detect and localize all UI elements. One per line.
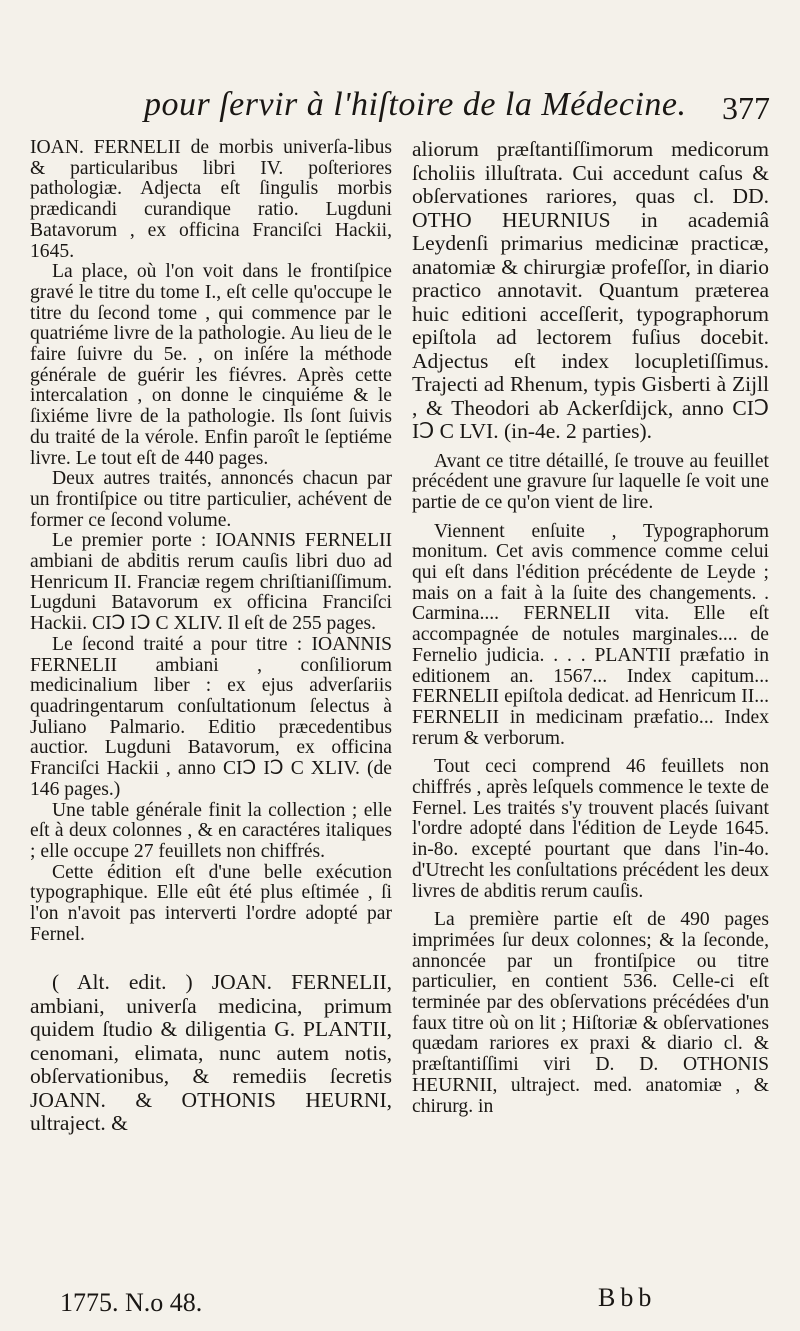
paragraph: Viennent enſuite , Typographorum monitum. Cet avis commence comme celui qui eſt dans l'édition précédente de Leyde ; mais on a fait à la ſuite des changements. . Carmina.... FERNELII vita. Elle eſt accompagnée de notules marginales.... de Fernelio judicia. . . . PLANTII præfatio in editionem an. 1567... Index capitum... FERNELII epiſtola dedicat. ad Henricum II... FERNELII in medicinam præfatio... Index rerum & verborum.	[412, 520, 769, 749]
bibliographic-entry: ( Alt. edit. ) JOAN. FERNELII, ambiani, univerſa medicina, primum quidem ſtudio & diligentia G. PLANTII, cenomani, elimata, nunc autem notis, obſervationibus, & remediis ſecretis JOANN. & OTHONIS HEURNI, ultraject. &	[30, 970, 392, 1136]
paragraph: Tout ceci comprend 46 feuillets non chiffrés , après leſquels commence le texte de Fernel. Les traités s'y trouvent placés ſuivant l'ordre adopté dans l'édition de Leyde 1645. in-8o. excepté pourtant que dans l'in-4o. d'Utrecht les conſultations précédent les deux livres de abditis rerum cauſis.	[412, 756, 769, 902]
page-number: 377	[722, 90, 770, 126]
paragraph: La première partie eſt de 490 pages imprimées ſur deux colonnes; & la ſeconde, annoncée par un frontiſpice ou titre particulier, en contient 536. Celle-ci eſt terminée par des obſervations précédées d'un faux titre où on lit ; Hiſtoriæ & obſervationes quædam rariores ex praxi & diario cl. & præſtantiſſimi viri D. D. OTHONIS HEURNII, ultraject. med. anatomiæ , & chirurg. in	[412, 909, 769, 1117]
paragraph: Le ſecond traité a pour titre : IOANNIS FERNELII ambiani , conſiliorum medicinalium liber : ex ejus adverſariis quadringentarum conſultationum ſelectus à Juliano Palmario. Editio præcedentibus auctior. Lugduni Batavorum, ex officina Franciſci Hackii , anno CIↃ IↃ C XLIV. (de 146 pages.)	[30, 633, 392, 800]
paragraph: Une table générale finit la collection ; elle eſt à deux colonnes , & en caractéres italiques ; elle occupe 27 feuillets non chiffrés.	[30, 799, 392, 862]
running-title: pour ſervir à l'hiſtoire de la Médecine.	[144, 86, 687, 123]
bibliographic-entry: aliorum præſtantiſſimorum medicorum ſcholiis illuſtrata. Cui accedunt caſus & obſervationes rariores, quas cl. DD. OTHO HEURNIUS in academiâ Leydenſi primarius medicinæ practicæ, anatomiæ & chirurgiæ profeſſor, in diario practico annotavit. Quantum præterea huic editioni acceſſerit, typographorum epiſtola ad lectorem fuſius docebit. Adjectus eſt index locupletiſſimus. Trajecti ad Rhenum, typis Gisberti à Zijll , & Theodori ab Ackerſdijck, anno CIↃ IↃ C LVI. (in-4e. 2 parties).	[412, 137, 769, 443]
catchword: Bbb	[598, 1283, 657, 1312]
paragraph: Le premier porte : IOANNIS FERNELII ambiani de abditis rerum cauſis libri duo ad Henricum II. Franciæ regem chriſtianiſſimum. Lugduni Batavorum ex officina Franciſci Hackii. CIↃ IↃ C XLIV. Il eſt de 255 pages.	[30, 530, 392, 635]
paragraph: Avant ce titre détaillé, ſe trouve au feuillet précédent une gravure ſur laquelle ſe voit une partie de ce qu'on vient de lire.	[412, 450, 769, 513]
page-header	[140, 86, 770, 136]
left-column	[30, 138, 392, 1136]
paragraph: La place, où l'on voit dans le frontiſpice gravé le titre du tome I., eſt celle qu'occupe le titre du ſecond tome , qui commence par le quatriéme livre de la pathologie. Au lieu de le faire ſuivre du 5e. , on inſére la méthode générale de guérir les fiévres. Après cette intercalation , on donne le cinquiéme & le ſixiéme livre de la pathologie. Ils ſont ſuivis du traité de la vérole. Enfin paroît le ſeptiéme livre. Le tout eſt de 440 pages.	[30, 261, 392, 469]
paragraph: Deux autres traités, annoncés chacun par un frontiſpice ou titre particulier, achévent de former ce ſecond volume.	[30, 468, 392, 531]
right-column	[412, 138, 769, 1117]
bibliographic-entry: IOAN. FERNELII de morbis univerſa-libus & particularibus libri IV. poſteriores pathologiæ. Adjecta eſt ſingulis morbis prædicandi curandique ratio. Lugduni Batavorum , ex officina Franciſci Hackii, 1645.	[30, 137, 392, 262]
signature-mark: 1775. N.o 48.	[60, 1288, 203, 1317]
paragraph: Cette édition eſt d'une belle exécution typographique. Elle eût été plus eſtimée , ſi l'on n'avoit pas interverti l'ordre adopté par Fernel.	[30, 861, 392, 945]
